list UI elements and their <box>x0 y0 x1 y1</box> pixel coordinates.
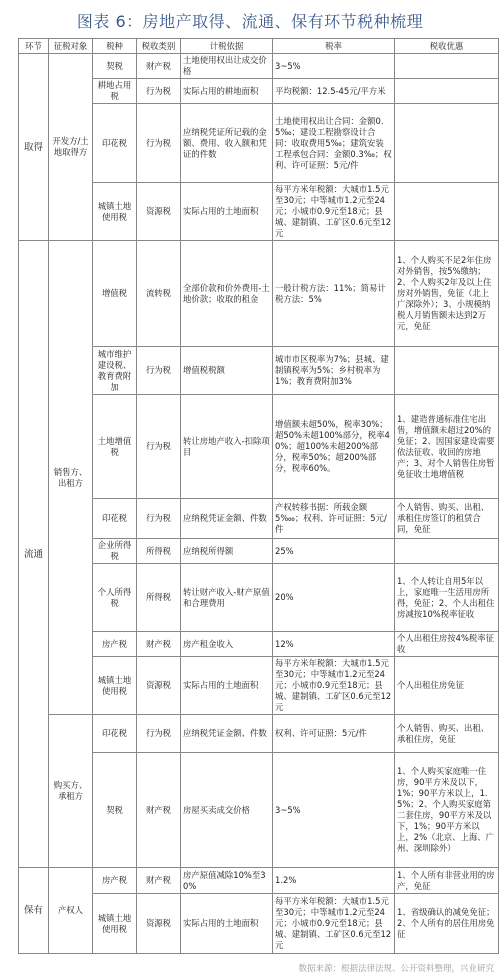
header-rate: 税率 <box>273 39 395 54</box>
tax-cell: 房产税 <box>93 868 137 894</box>
rate-cell: 每平方米年税额：大城市1.5元至30元；中等城市1.2元至24元；小城市0.9元至18元；县城、建制镇、工矿区0.6元至12元 <box>273 657 395 715</box>
source-note: 数据来源：根据法律法规、公开资料整理，兴业研究 <box>298 964 494 974</box>
tax-cell: 印花税 <box>93 499 137 539</box>
rate-cell: 一般计税方法：11%；简易计税方法：5% <box>273 241 395 347</box>
header-object: 征税对象 <box>49 39 93 54</box>
preference-cell: 1、省级确认的减免免征；2、个人所有的居住用房免征 <box>395 894 499 954</box>
category-cell: 所得税 <box>137 564 181 632</box>
tax-cell: 契税 <box>93 753 137 868</box>
basis-cell: 房产原值减除10%至30% <box>181 868 273 894</box>
tax-cell: 印花税 <box>93 104 137 183</box>
rate-cell: 城市市区税率为7%；县城、建制镇税率为5%；乡村税率为1%；教育费附加3% <box>273 347 395 395</box>
tax-cell: 房产税 <box>93 632 137 657</box>
preference-cell <box>395 54 499 79</box>
preference-cell: 1、个人所有非营业用的房产，免征 <box>395 868 499 894</box>
category-cell: 流转税 <box>137 241 181 347</box>
preference-cell: 个人出租住房免征 <box>395 657 499 715</box>
category-cell: 行为税 <box>137 104 181 183</box>
rate-cell: 每平方米年税额：大城市1.5元至30元；中等城市1.2元至24元；小城市0.9元至18元；县城、建制镇、工矿区0.6元至12元 <box>273 183 395 241</box>
tax-table <box>18 38 499 954</box>
basis-cell: 土地使用权出让成交价格 <box>181 54 273 79</box>
rate-cell: 20% <box>273 564 395 632</box>
basis-cell: 应纳税所得额 <box>181 539 273 564</box>
tax-cell: 个人所得税 <box>93 564 137 632</box>
preference-cell: 1、个人购买不足2年住房对外销售，按5%缴纳；2、个人购买2年及以上住房对外销售，免征（北上广深除外）；3、小规模纳税人月销售额未达到2万元，免征 <box>395 241 499 347</box>
category-cell: 财产税 <box>137 753 181 868</box>
category-cell: 财产税 <box>137 868 181 894</box>
header-category: 税收类别 <box>137 39 181 54</box>
basis-cell: 实际占用的耕地面积 <box>181 79 273 104</box>
basis-cell: 实际占用的土地面积 <box>181 657 273 715</box>
basis-cell: 转让财产收入-财产原值和合理费用 <box>181 564 273 632</box>
table-row <box>19 715 499 753</box>
object-cell: 销售方、出租方 <box>49 241 93 715</box>
tax-cell: 城镇土地使用税 <box>93 657 137 715</box>
table-header-row <box>19 39 499 54</box>
rate-cell: 权利、许可证照：5元/件 <box>273 715 395 753</box>
stage-cell: 取得 <box>19 54 49 241</box>
category-cell: 所得税 <box>137 539 181 564</box>
object-cell: 产权人 <box>49 868 93 954</box>
category-cell: 资源税 <box>137 894 181 954</box>
basis-cell: 增值税税额 <box>181 347 273 395</box>
rate-cell: 1.2% <box>273 868 395 894</box>
tax-cell: 土地增值税 <box>93 395 137 499</box>
basis-cell: 应纳税凭证所记载的金额、费用、收入额和凭证的件数 <box>181 104 273 183</box>
table-row <box>19 54 499 79</box>
tax-cell: 契税 <box>93 54 137 79</box>
category-cell: 行为税 <box>137 79 181 104</box>
rate-cell: 3~5% <box>273 54 395 79</box>
tax-cell: 耕地占用税 <box>93 79 137 104</box>
category-cell: 行为税 <box>137 347 181 395</box>
basis-cell: 转让房地产收入-扣除项目 <box>181 395 273 499</box>
preference-cell: 1、建造普通标准住宅出售，增值额未超过20%的免征；2、因国家建设需要依法征收、收回的房地产；3、对个人销售住房暂免征收土地增值税 <box>395 395 499 499</box>
preference-cell: 1、个人购买家庭唯一住房，90平方米及以下，1%；90平方米以上，1.5%；2、个人购买家庭第二套住房，90平方米及以下，1%；90平方米以上，2%（北京、上海、广州、深圳除外） <box>395 753 499 868</box>
tax-cell: 企业所得税 <box>93 539 137 564</box>
preference-cell <box>395 347 499 395</box>
category-cell: 财产税 <box>137 54 181 79</box>
preference-cell <box>395 539 499 564</box>
tax-cell: 城市维护建设税、教育费附加 <box>93 347 137 395</box>
header-tax: 税种 <box>93 39 137 54</box>
rate-cell: 产权转移书据：所载金额5‱；权利、许可证照：5元/件 <box>273 499 395 539</box>
preference-cell <box>395 183 499 241</box>
rate-cell: 每平方米年税额：大城市1.5元至30元；中等城市1.2元至24元；小城市0.9元至18元；县城、建制镇、工矿区0.6元至12元 <box>273 894 395 954</box>
tax-cell: 增值税 <box>93 241 137 347</box>
basis-cell: 全部价款和价外费用-土地价款；收取的租金 <box>181 241 273 347</box>
preference-cell: 1、个人转让自用5年以上，家庭唯一生活用房所得，免征；2、个人出租住房减按10%税率征收 <box>395 564 499 632</box>
tax-cell: 印花税 <box>93 715 137 753</box>
stage-cell: 保有 <box>19 868 49 954</box>
rate-cell: 3~5% <box>273 753 395 868</box>
basis-cell: 实际占用的土地面积 <box>181 894 273 954</box>
header-stage: 环节 <box>19 39 49 54</box>
basis-cell: 应纳税凭证金额、件数 <box>181 715 273 753</box>
category-cell: 行为税 <box>137 715 181 753</box>
category-cell: 资源税 <box>137 183 181 241</box>
category-cell: 资源税 <box>137 657 181 715</box>
basis-cell: 实际占用的土地面积 <box>181 183 273 241</box>
preference-cell: 个人出租住房按4%税率征收 <box>395 632 499 657</box>
preference-cell <box>395 79 499 104</box>
rate-cell: 平均税额：12.5-45元/平方米 <box>273 79 395 104</box>
rate-cell: 25% <box>273 539 395 564</box>
stage-cell: 流通 <box>19 241 49 868</box>
object-cell: 开发方/土地取得方 <box>49 54 93 241</box>
object-cell: 购买方、承租方 <box>49 715 93 868</box>
table-row <box>19 868 499 894</box>
page-title: 图表 6：房地产取得、流通、保有环节税种梳理 <box>76 12 424 31</box>
rate-cell: 土地使用权出让合同：金额0.5‰；建设工程勘察设计合同：收取费用5‰；建筑安装工程承包合同：金额0.3‰；权利、许可证照：5元/件 <box>273 104 395 183</box>
tax-cell: 城镇土地使用税 <box>93 183 137 241</box>
preference-cell <box>395 104 499 183</box>
table-row <box>19 241 499 347</box>
category-cell: 行为税 <box>137 499 181 539</box>
preference-cell: 个人销售、购买、出租、承租住房签订的租赁合同，免征 <box>395 499 499 539</box>
header-preference: 税收优惠 <box>395 39 499 54</box>
category-cell: 财产税 <box>137 632 181 657</box>
basis-cell: 房产租金收入 <box>181 632 273 657</box>
rate-cell: 增值额未超50%，税率30%；超50%未超100%部分，税率40%；超100%未超200%部分，税率50%；超200%部分，税率60%。 <box>273 395 395 499</box>
basis-cell: 应纳税凭证金额、件数 <box>181 499 273 539</box>
rate-cell: 12% <box>273 632 395 657</box>
tax-cell: 城镇土地使用税 <box>93 894 137 954</box>
basis-cell: 房屋买卖成交价格 <box>181 753 273 868</box>
preference-cell: 个人销售、购买、出租、承租住房，免征 <box>395 715 499 753</box>
category-cell: 行为税 <box>137 395 181 499</box>
header-basis: 计税依据 <box>181 39 273 54</box>
